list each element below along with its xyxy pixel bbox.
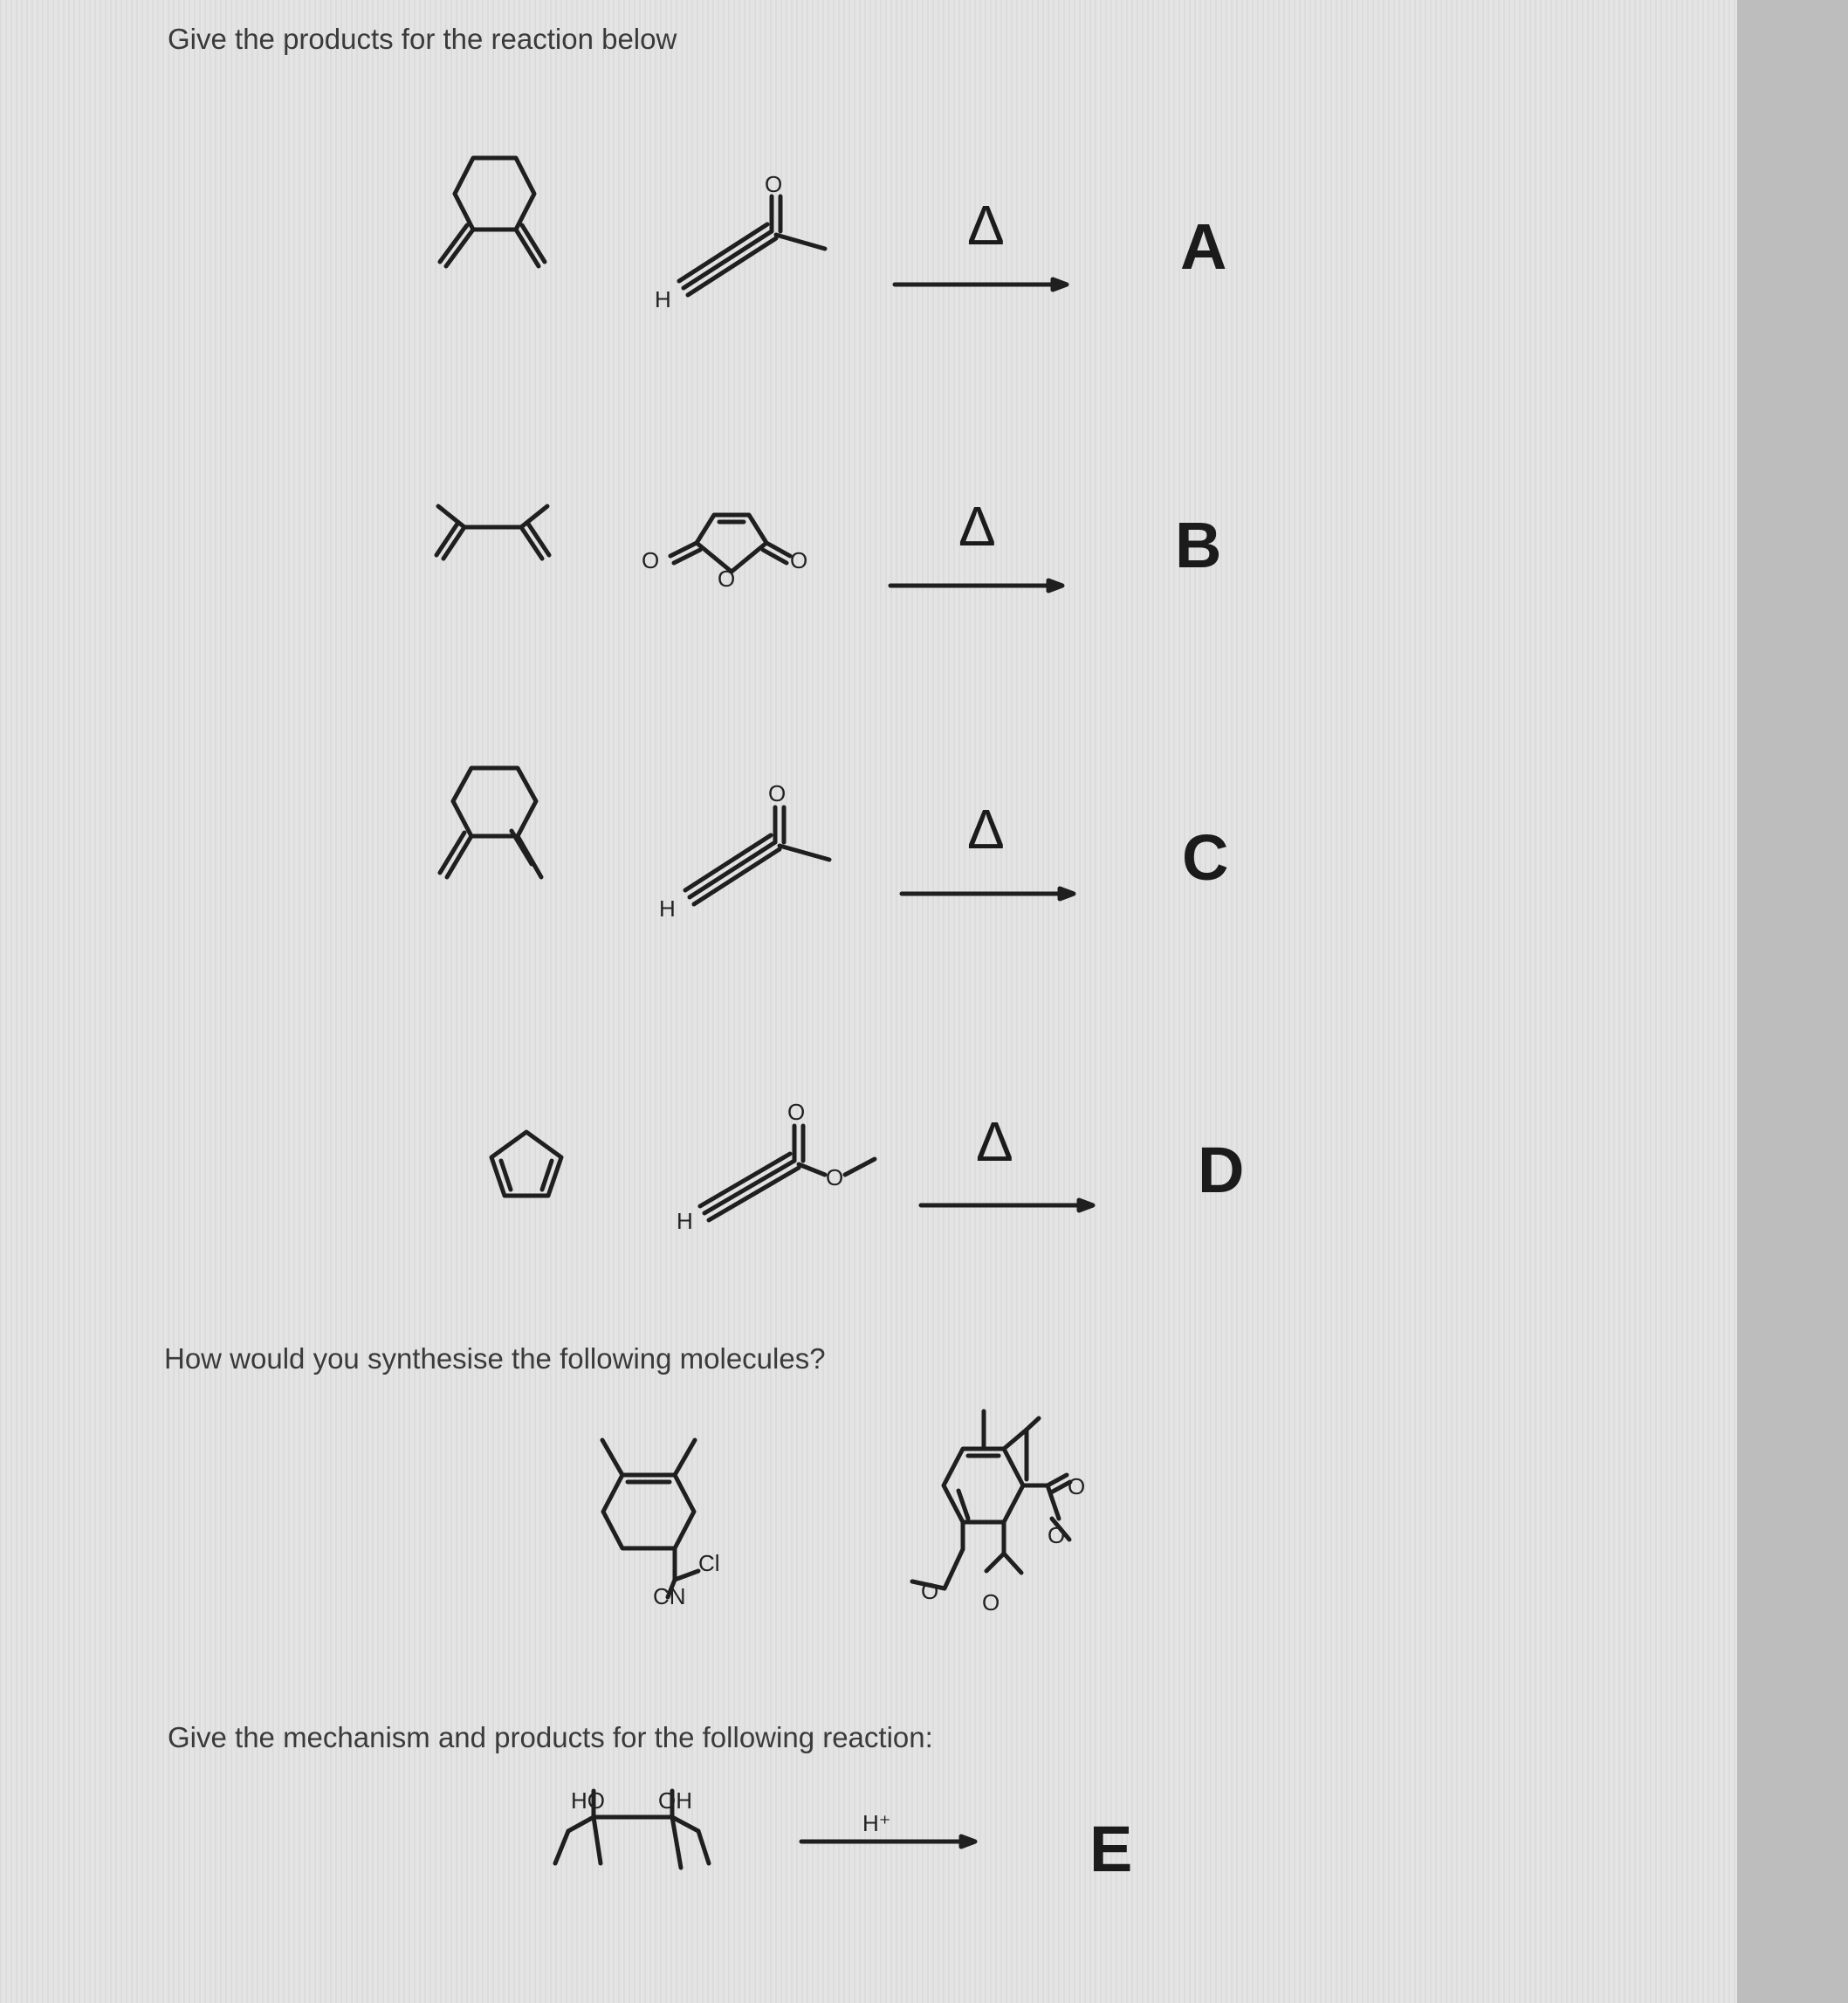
d-o-label-ester: O xyxy=(826,1164,844,1190)
c-heat-symbol: Δ xyxy=(967,798,1005,861)
a-h-label: H xyxy=(655,286,671,312)
question1-prompt: Give the products for the reaction below xyxy=(168,23,677,55)
diene-b-dimethylbutadiene xyxy=(436,506,549,559)
b-o-label-ring: O xyxy=(718,566,736,592)
diene-a-dimethylenecyclohexane xyxy=(440,158,545,266)
product-label-e: E xyxy=(1089,1813,1133,1885)
question2-prompt: How would you synthesise the following molecules? xyxy=(164,1342,826,1375)
b-o-label-left: O xyxy=(642,547,660,573)
pinacol-reactant xyxy=(555,1787,709,1868)
arrow-e xyxy=(801,1836,975,1847)
d-heat-symbol: Δ xyxy=(976,1110,1013,1173)
t2-o-label-3: O xyxy=(921,1578,939,1604)
b-heat-symbol: Δ xyxy=(958,495,996,558)
t2-o-label-1: O xyxy=(1068,1473,1086,1499)
dienophile-b-maleic-anhydride xyxy=(642,515,807,592)
arrow-a xyxy=(895,279,1067,290)
product-label-b: B xyxy=(1175,509,1222,581)
c-h-label: H xyxy=(659,895,676,922)
arrow-b xyxy=(890,580,1062,591)
diene-c-cyclohexene-diene xyxy=(440,768,541,877)
diene-d-cyclopentadiene xyxy=(491,1132,561,1196)
product-label-c: C xyxy=(1182,821,1229,894)
c-o-label: O xyxy=(768,780,787,806)
target-molecule-1 xyxy=(602,1440,720,1609)
t2-o-label-4: O xyxy=(982,1589,1000,1615)
t1-cl-label: Cl xyxy=(698,1550,720,1576)
d-o-label-carbonyl: O xyxy=(787,1099,806,1125)
dienophile-a-butynone xyxy=(655,171,825,312)
pinacol-ho-label: HO xyxy=(571,1787,605,1814)
t1-cn-label: CN xyxy=(653,1583,686,1609)
arrow-d xyxy=(921,1200,1093,1211)
dienophile-c-butynone xyxy=(659,780,829,922)
pinacol-oh-label: OH xyxy=(658,1787,692,1814)
arrow-c xyxy=(902,888,1074,899)
t2-o-label-2: O xyxy=(1048,1522,1066,1548)
b-o-label-right: O xyxy=(790,547,808,573)
d-h-label: H xyxy=(677,1208,693,1234)
a-o-label: O xyxy=(765,171,783,197)
reaction-d xyxy=(491,1099,1093,1234)
reaction-c xyxy=(440,768,1074,922)
target-molecule-2 xyxy=(912,1411,1085,1615)
reaction-a xyxy=(440,158,1067,312)
product-label-d: D xyxy=(1198,1134,1245,1206)
a-heat-symbol: Δ xyxy=(967,194,1005,257)
question3-prompt: Give the mechanism and products for the following reaction: xyxy=(168,1721,933,1753)
dienophile-d-methyl-propiolate xyxy=(677,1099,875,1234)
e-acid-condition: H⁺ xyxy=(862,1810,891,1836)
reaction-b xyxy=(436,495,1062,592)
product-label-a: A xyxy=(1180,210,1227,283)
